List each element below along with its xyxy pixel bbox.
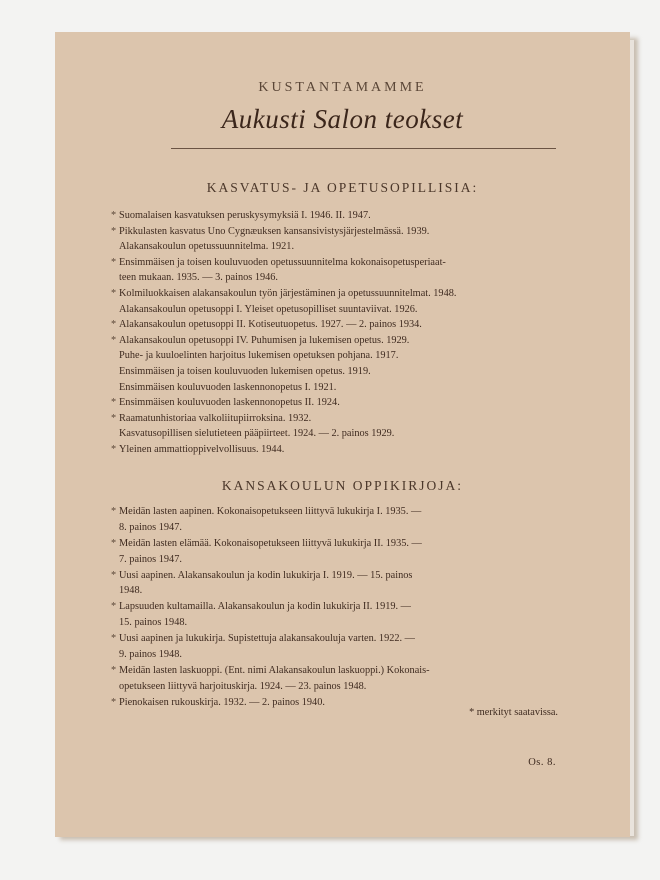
list-item [119, 520, 579, 536]
list-item-text: Kolmiluokkaisen alakansakoulun työn järjestäminen ja opetussuunnitelmat. 1948. [119, 287, 457, 299]
asterisk-mark: * [111, 696, 117, 708]
list-item-text: Meidän lasten elämää. Kokonaisopetukseen liittyvä lukukirja II. 1935. — [119, 537, 422, 549]
list-item-text: Ensimmäisen kouluvuoden laskennonopetus I. 1921. [119, 381, 337, 393]
list-item-text: Ensimmäisen ja toisen kouluvuoden opetussuunnitelma kokonaisopetusperiaat- [119, 256, 446, 268]
asterisk-mark: * [111, 633, 117, 645]
list-item-text: Lapsuuden kultamailla. Alakansakoulun ja kodin lukukirja II. 1919. — [119, 601, 411, 613]
list-item-text: 9. painos 1948. [119, 649, 182, 661]
list-item [111, 536, 579, 552]
asterisk-mark: * [111, 537, 117, 549]
list-item-text: Suomalaisen kasvatuksen peruskysymyksiä I. 1946. II. 1947. [119, 210, 371, 221]
list-item [111, 599, 579, 615]
list-item-text: Meidän lasten laskuoppi. (Ent. nimi Alakansakoulun laskuoppi.) Kokonais- [119, 664, 430, 676]
list-item [111, 255, 579, 271]
list-item [119, 552, 579, 568]
list-item-text: 7. painos 1947. [119, 553, 182, 565]
asterisk-mark: * [111, 225, 117, 237]
list-item-text: 1948. [119, 585, 143, 597]
list-item-text: Uusi aapinen ja lukukirja. Supistettuja alakansakouluja varten. 1922. — [119, 633, 415, 645]
section1-list [111, 208, 579, 458]
list-item-text: Pienokaisen rukouskirja. 1932. — 2. painos 1940. [119, 696, 325, 708]
list-item-text: opetukseen liittyvä harjoituskirja. 1924. — 23. painos 1948. [119, 680, 367, 692]
list-item [119, 364, 579, 380]
list-item [119, 380, 579, 396]
list-item-text: Yleinen ammattioppivelvollisuus. 1944. [119, 443, 285, 455]
title-rule [171, 148, 556, 149]
list-item-text: Uusi aapinen. Alakansakoulun ja kodin lukukirja I. 1919. — 15. painos [119, 569, 413, 581]
list-item [111, 208, 579, 224]
list-item-text: Ensimmäisen kouluvuoden laskennonopetus II. 1924. [119, 397, 340, 409]
list-item-text: Raamatunhistoriaa valkoliitupiirroksina. 1932. [119, 412, 312, 424]
asterisk-mark: * [111, 412, 117, 424]
asterisk-mark: * [111, 443, 117, 455]
list-item-text: 8. painos 1947. [119, 521, 182, 533]
asterisk-mark: * [111, 664, 117, 676]
list-item-text: Puhe- ja kuulоelinten harjoitus lukemisen opetuksen pohjana. 1917. [119, 350, 399, 362]
asterisk-mark: * [111, 287, 117, 299]
list-item [111, 504, 579, 520]
list-item [119, 647, 579, 663]
asterisk-mark: * [111, 210, 117, 221]
list-item [111, 411, 579, 427]
asterisk-mark: * [111, 256, 117, 268]
list-item [119, 615, 579, 631]
list-item [119, 239, 579, 255]
list-item [111, 568, 579, 584]
list-item [119, 270, 579, 286]
catalog-code: Os. 8. [528, 757, 556, 768]
list-item [119, 302, 579, 318]
list-item-text: Alakansakoulun opetusoppi I. Yleiset opetusopilliset suuntaviivat. 1926. [119, 303, 418, 315]
list-item [111, 442, 579, 458]
list-item-text: Alakansakoulun opetusoppi II. Kotiseutuopetus. 1927. — 2. painos 1934. [119, 319, 422, 331]
asterisk-mark: * [111, 601, 117, 613]
asterisk-mark: * [111, 569, 117, 581]
back-cover [55, 32, 630, 837]
publisher-label: KUSTANTAMAMME [258, 80, 427, 95]
asterisk-mark: * [111, 319, 117, 331]
list-item [111, 224, 579, 240]
list-item [119, 583, 579, 599]
list-item-text: Pikkulasten kasvatus Uno Cygnæuksen kansansivistysjärjestelmässä. 1939. [119, 225, 430, 237]
list-item-text: Alakansakoulun opetussuunnitelma. 1921. [119, 241, 295, 253]
list-item-text: Meidän lasten aapinen. Kokonaisopetukseen liittyvä lukukirja I. 1935. — [119, 506, 422, 517]
list-item-text: 15. painos 1948. [119, 617, 188, 629]
asterisk-mark: * [111, 506, 117, 517]
section1-heading: KASVATUS- JA OPETUSOPILLISIA: [206, 180, 479, 195]
list-item [111, 317, 579, 333]
list-item [111, 286, 579, 302]
section2-heading: KANSAKOULUN OPPIKIRJOJA: [221, 478, 464, 493]
asterisk-mark: * [111, 334, 117, 346]
list-item-text: Ensimmäisen ja toisen kouluvuoden lukemisen opetus. 1919. [119, 365, 371, 377]
list-item [119, 426, 579, 442]
asterisk-mark: * [111, 397, 117, 409]
list-item-text: teen mukaan. 1935. — 3. painos 1946. [119, 272, 279, 284]
page-title: Aukusti Salon teokset [221, 104, 464, 134]
availability-note: * merkityt saatavissa. [469, 707, 558, 718]
list-item-text: Kasvatusopillisen sielutieteen pääpiirteet. 1924. — 2. painos 1929. [119, 428, 395, 440]
list-item [119, 348, 579, 364]
list-item [111, 663, 579, 679]
list-item [111, 333, 579, 349]
list-item [119, 679, 579, 695]
list-item [111, 395, 579, 411]
list-item [111, 631, 579, 647]
list-item-text: Alakansakoulun opetusoppi IV. Puhumisen ja lukemisen opetus. 1929. [119, 334, 410, 346]
section2-list [111, 504, 579, 711]
